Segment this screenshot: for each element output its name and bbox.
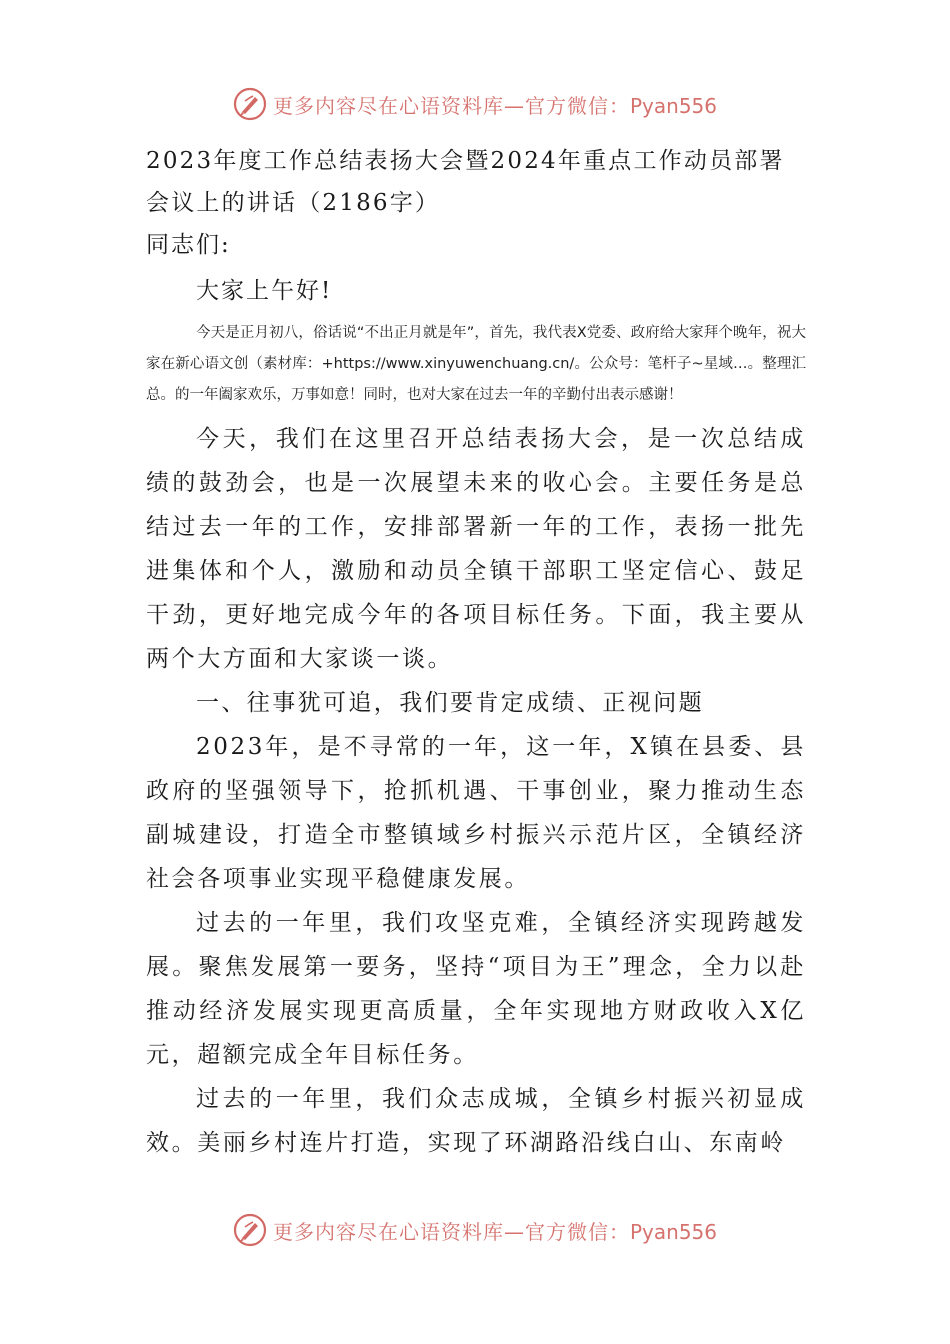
greeting-line: 大家上午好! bbox=[196, 278, 333, 304]
pen-logo-icon bbox=[233, 1213, 267, 1247]
watermark-wechat-id: Pyan556 bbox=[629, 93, 717, 118]
document-title: 2023年度工作总结表扬大会暨2024年重点工作动员部署会议上的讲话（2186字） bbox=[146, 148, 785, 216]
watermark-text: 更多内容尽在心语资料库—官方微信：Pyan556 bbox=[272, 1219, 717, 1244]
document-body bbox=[146, 140, 806, 1165]
intro-paragraph: 今天是正月初八，俗话说“不出正月就是年”，首先，我代表X党委、政府给大家拜个晚年，祝大家在新心语文创（素材库：+https://www.xinyuwenchuang.cn/。公众号：笔杆子~星域…。整理汇总。的一年阖家欢乐，万事如意！同时，也对大家在过去一年的辛勤付出表示感谢！ bbox=[146, 325, 806, 403]
pen-logo-icon bbox=[233, 87, 267, 121]
watermark-footer bbox=[0, 1208, 950, 1252]
salutation: 同志们: bbox=[146, 232, 231, 258]
paragraph-purpose: 今天，我们在这里召开总结表扬大会，是一次总结成绩的鼓劲会，也是一次展望未来的收心会。主要任务是总结过去一年的工作，安排部署新一年的工作，表扬一批先进集体和个人，激励和动员全镇干部职工坚定信心、鼓足干劲，更好地完成今年的各项目标任务。下面，我主要从两个大方面和大家谈一谈。 bbox=[146, 426, 806, 672]
watermark-header bbox=[0, 82, 950, 126]
watermark-text: 更多内容尽在心语资料库—官方微信：Pyan556 bbox=[272, 93, 717, 118]
section-heading-1: 一、往事犹可追，我们要肯定成绩、正视问题 bbox=[196, 690, 704, 716]
paragraph-2023-overview: 2023年，是不寻常的一年，这一年，X镇在县委、县政府的坚强领导下，抢抓机遇、干事创业，聚力推动生态副城建设，打造全市整镇域乡村振兴示范片区，全镇经济社会各项事业实现平稳健康发展。 bbox=[146, 734, 806, 892]
paragraph-economy: 过去的一年里，我们攻坚克难，全镇经济实现跨越发展。聚焦发展第一要务，坚持“项目为王”理念，全力以赴推动经济发展实现更高质量，全年实现地方财政收入X亿元，超额完成全年目标任务。 bbox=[146, 910, 806, 1068]
watermark-wechat-id: Pyan556 bbox=[629, 1219, 717, 1244]
paragraph-rural-revitalization: 过去的一年里，我们众志成城，全镇乡村振兴初显成效。美丽乡村连片打造，实现了环湖路沿线白山、东南岭 bbox=[146, 1086, 806, 1156]
